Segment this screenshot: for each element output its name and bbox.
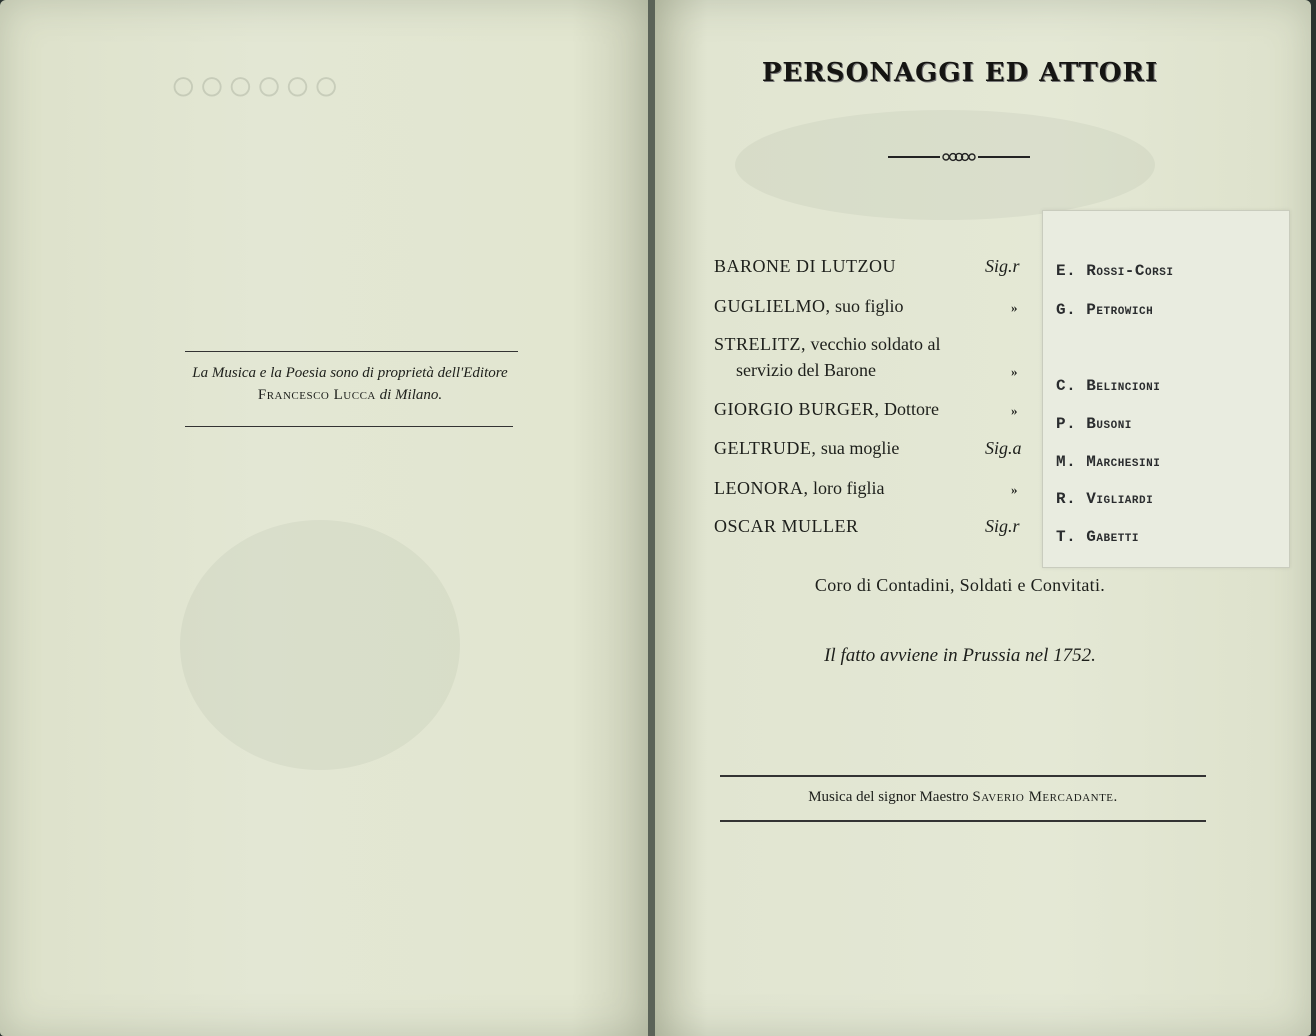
music-bottom-rule xyxy=(720,820,1206,822)
ditto-mark: » xyxy=(1011,403,1018,418)
music-prefix: Musica del signor Maestro xyxy=(808,789,969,805)
copyright-notice xyxy=(110,362,590,406)
ornament-divider xyxy=(888,150,1030,164)
cast-row xyxy=(714,516,859,537)
ditto-mark: » xyxy=(1011,482,1018,497)
publisher-city: Milano. xyxy=(395,387,443,403)
cast-role: STRELITZ, xyxy=(714,334,806,354)
notice-publisher-line xyxy=(110,384,590,406)
actor-name: C. Belincioni xyxy=(1056,377,1161,395)
actor-name: M. Marchesini xyxy=(1056,453,1161,471)
cast-row xyxy=(714,478,884,499)
ditto-mark: » xyxy=(1011,300,1018,315)
setting-line: Il fatto avviene in Prussia nel 1752. xyxy=(824,645,1096,666)
notice-top-rule xyxy=(185,351,518,352)
notice-line: La Musica e la Poesia sono di proprietà dell'Editore xyxy=(192,365,508,381)
publisher-di: di xyxy=(379,387,392,403)
cast-description: loro figlia xyxy=(813,478,885,498)
cast-description: vecchio soldato al xyxy=(810,334,941,354)
cast-row xyxy=(714,334,940,355)
actor-name: R. Vigliardi xyxy=(1056,490,1154,508)
music-top-rule xyxy=(720,775,1206,777)
page-title: PERSONAGGI ED ATTORI xyxy=(761,58,1159,88)
notice-bottom-rule xyxy=(185,426,513,427)
cast-description: suo figlio xyxy=(834,296,904,316)
cast-description: Dottore xyxy=(884,399,939,419)
cast-title: Sig.a xyxy=(985,438,1022,458)
cast-title: Sig.r xyxy=(985,256,1020,276)
cast-role: GUGLIELMO, xyxy=(714,296,831,316)
composer-name: Saverio Mercadante. xyxy=(972,789,1118,805)
chorus-line: Coro di Contadini, Soldati e Convitati. xyxy=(814,575,1106,595)
bleed-through-vignette xyxy=(180,520,460,770)
left-page xyxy=(0,0,650,1036)
actor-name: E. Rossi-Corsi xyxy=(1056,262,1174,280)
cast-row xyxy=(714,296,904,317)
cast-role: GELTRUDE, xyxy=(714,438,817,458)
cast-role: GIORGIO BURGER, xyxy=(714,399,880,419)
actor-name: G. Petrowich xyxy=(1056,301,1154,319)
music-credit xyxy=(720,789,1206,806)
cast-title: Sig.r xyxy=(985,516,1020,536)
cast-description: sua moglie xyxy=(820,438,900,458)
actor-name: T. Gabetti xyxy=(1056,528,1140,546)
cast-description-continued: servizio del Barone xyxy=(736,360,876,380)
cast-row xyxy=(714,256,896,277)
bleed-through-mark: ○○○○○○ xyxy=(170,61,342,110)
cast-row xyxy=(714,438,899,459)
cast-role: BARONE DI LUTZOU xyxy=(714,256,896,276)
actor-name: P. Busoni xyxy=(1056,415,1132,433)
cast-row xyxy=(714,399,939,420)
cast-role: OSCAR MULLER xyxy=(714,516,859,536)
bleed-through-title xyxy=(735,110,1155,220)
cast-role: LEONORA, xyxy=(714,478,809,498)
publisher-name: Francesco Lucca xyxy=(257,387,376,403)
ditto-mark: » xyxy=(1011,364,1018,379)
